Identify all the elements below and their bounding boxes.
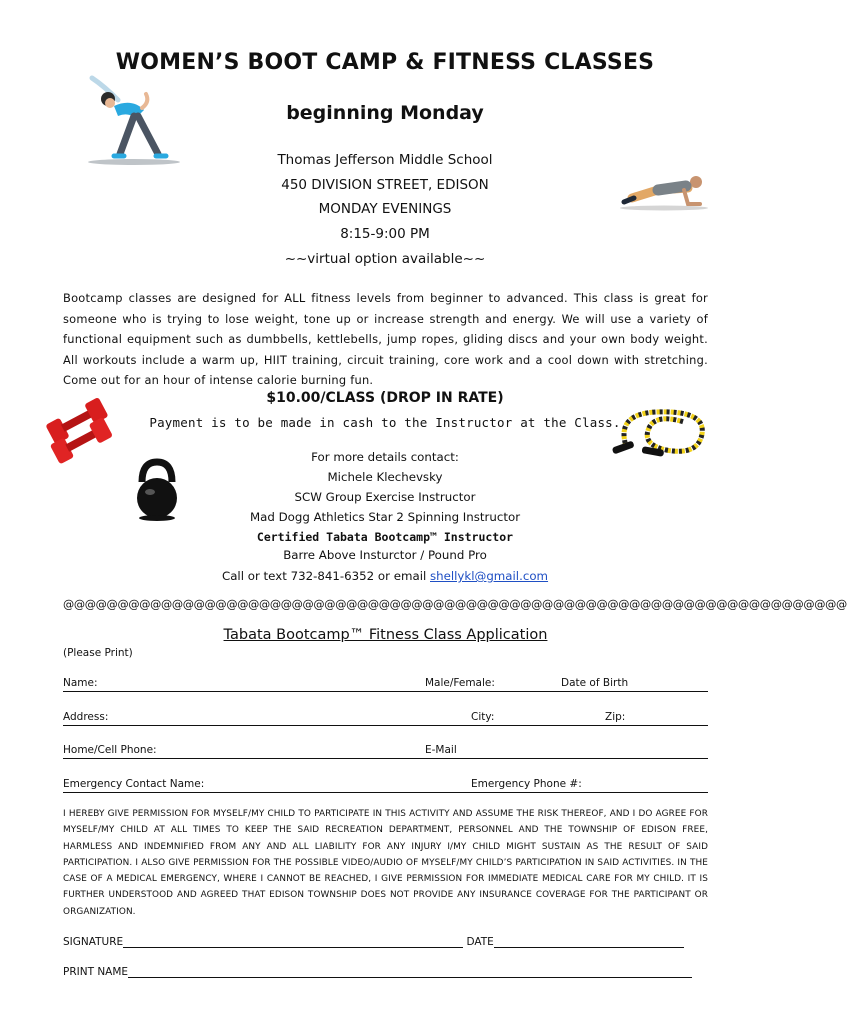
at-sign-separator: @@@@@@@@@@@@@@@@@@@@@@@@@@@@@@@@@@@@@@@@@@@@@@@@@@@@@@@@@@@@@@@@@@@@@@@@ [63, 598, 847, 611]
class-day: MONDAY EVENINGS [318, 201, 452, 217]
woman-stretching-icon [84, 72, 184, 168]
signature-blank[interactable] [123, 937, 463, 948]
instructor-name: Michele Klechevsky [327, 470, 443, 484]
emergency-phone-label: Emergency Phone #: [471, 778, 582, 790]
print-name-label: PRINT NAME [63, 966, 129, 978]
phone-underline [63, 758, 708, 759]
payment-note: Payment is to be made in cash to the Instructor at the Class. [149, 415, 621, 430]
signature-line[interactable] [63, 936, 684, 948]
liability-waiver: I HEREBY GIVE PERMISSION FOR MYSELF/MY CHILD TO PARTICIPATE IN THIS ACTIVITY AND ASSUME THE RISK THEREOF, AND I DO AGREE FOR MYSELF/MY CHILD AT ALL TIMES TO KEEP THE SAID RECREATION DEPARTMENT, PERSONNEL AND THE TOWNSHIP OF EDISON FREE, HARMLESS AND INDEMNIFIED FROM ANY AND ALL LIABILITY FOR ANY INJURY I/MY CHILD MIGHT SUSTAIN AS THE RESULT OF SAID PARTICIPATION. I ALSO GIVE PERMISSION FOR THE POSSIBLE VIDEO/AUDIO OF MYSELF/MY CHILD’S PARTICIPATION IN SAID ACTIVITIES. IN THE CASE OF A MEDICAL EMERGENCY, WHERE I CANNOT BE REACHED, I GIVE PERMISSION FOR IMMEDIATE MEDICAL CARE FOR MY CHILD. IT IS FURTHER UNDERSTOOD AND AGREED THAT EDISON TOWNSHIP DOES NOT PROVIDE ANY INSURANCE COVERAGE FOR THE PARTICIPANT OR ORGANIZATION. [63, 809, 708, 917]
emergency-underline [63, 792, 708, 793]
phone-label: Home/Cell Phone: [63, 744, 157, 756]
instructor-role-barre: Barre Above Insturctor / Pound Pro [283, 548, 487, 562]
zip-label: Zip: [605, 711, 626, 723]
flyer-title: WOMEN’S BOOT CAMP & FITNESS CLASSES [115, 50, 655, 75]
signature-label: SIGNATURE [63, 936, 124, 948]
print-name-blank[interactable] [128, 967, 692, 978]
instructor-role-spinning: Mad Dogg Athletics Star 2 Spinning Instructor [249, 510, 521, 524]
man-plank-icon [618, 172, 710, 212]
school-name: Thomas Jefferson Middle School [277, 152, 493, 168]
name-row[interactable] [63, 672, 708, 692]
contact-heading: For more details contact: [311, 450, 459, 464]
date-blank[interactable] [494, 937, 684, 948]
virtual-note: ~~virtual option available~~ [284, 251, 486, 267]
emergency-name-label: Emergency Contact Name: [63, 778, 205, 790]
dob-label: Date of Birth [561, 677, 629, 689]
application-title: Tabata Bootcamp™ Fitness Class Application [223, 627, 548, 643]
print-name-line[interactable] [63, 966, 692, 978]
flyer-subtitle: beginning Monday [286, 102, 484, 124]
date-label: DATE [466, 936, 494, 948]
class-time: 8:15-9:00 PM [340, 226, 430, 242]
email-link[interactable]: shellykl@gmail.com [430, 569, 549, 583]
name-label: Name: [63, 677, 98, 689]
name-underline [63, 691, 708, 692]
instructor-role-tabata: Certified Tabata Bootcamp™ Instructor [256, 530, 514, 544]
instructor-role-scw: SCW Group Exercise Instructor [294, 490, 476, 504]
gender-label: Male/Female: [425, 677, 495, 689]
drop-in-rate: $10.00/CLASS (DROP IN RATE) [266, 390, 504, 406]
red-dumbbells-icon [40, 398, 122, 458]
school-address: 450 DIVISION STREET, EDISON [281, 177, 489, 193]
email-label: E-Mail [425, 744, 457, 756]
please-print-note: (Please Print) [63, 647, 133, 659]
phone-text: Call or text 732-841-6352 or email [221, 569, 430, 583]
class-description: Bootcamp classes are designed for ALL fitness levels from beginner to advanced. This class is great for someone who is trying to lose weight, tone up or increase strength and energy. We will use a variety of functional equipment such as dumbbells, kettlebells, jump ropes, gliding discs and your own body weight. All workouts include a warm up, HIIT training, circuit training, core work and a cool down with stretching. Come out for an hour of intense calorie burning fun. [63, 291, 708, 387]
address-label: Address: [63, 711, 109, 723]
emergency-row[interactable] [63, 773, 708, 793]
phone-row[interactable] [63, 739, 708, 759]
address-row[interactable] [63, 706, 708, 726]
address-underline [63, 725, 708, 726]
contact-line [0, 569, 770, 583]
city-label: City: [471, 711, 495, 723]
